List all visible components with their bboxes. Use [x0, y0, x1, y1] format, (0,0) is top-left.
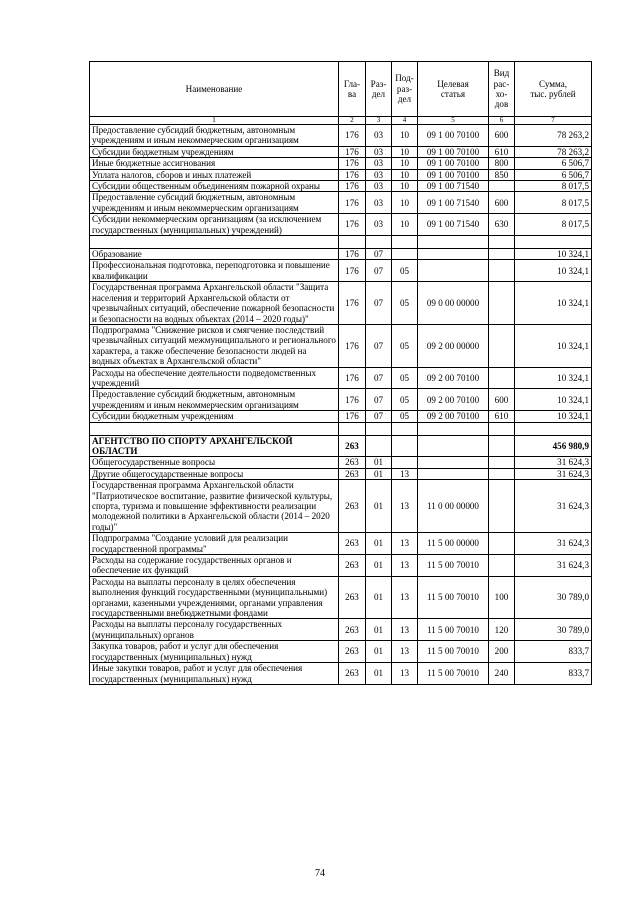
header-name: Наименование — [90, 62, 339, 117]
empty-cell — [339, 422, 366, 435]
cell-chapter: 263 — [339, 555, 366, 577]
cell-type: 610 — [489, 146, 515, 157]
cell-type — [489, 468, 515, 479]
column-number-row — [90, 117, 592, 125]
cell-name: Предоставление субсидий бюджетным, автономным учреждениям и иным некоммерческим организациям — [90, 125, 339, 147]
cell-sum: 833,7 — [515, 641, 592, 663]
cell-chapter: 176 — [339, 169, 366, 180]
cell-sum: 456 980,9 — [515, 435, 592, 457]
cell-name: Подпрограмма "Снижение рисков и смягчение последствий чрезвычайных ситуаций межмуниципального и регионального характера, а также обеспечение безопасности людей на водных объектах в Архангельской области" — [90, 324, 339, 367]
cell-type — [489, 457, 515, 468]
cell-subsection: 13 — [392, 641, 418, 663]
cell-type — [489, 367, 515, 389]
cell-target: 09 1 00 71540 — [418, 214, 489, 236]
cell-name: АГЕНТСТВО ПО СПОРТУ АРХАНГЕЛЬСКОЙ ОБЛАСТИ — [90, 435, 339, 457]
cell-target: 09 1 00 70100 — [418, 158, 489, 169]
cell-chapter: 176 — [339, 411, 366, 422]
table-row — [90, 619, 592, 641]
cell-name: Уплата налогов, сборов и иных платежей — [90, 169, 339, 180]
cell-subsection — [392, 435, 418, 457]
cell-chapter: 263 — [339, 663, 366, 685]
cell-section — [366, 435, 392, 457]
cell-name: Государственная программа Архангельской области "Патриотическое воспитание, развитие физической культуры, спорта, туризма и повышение эффективности реализации молодежной политики в Архангельской области (2014 – 2020 годы)" — [90, 480, 339, 533]
cell-type: 610 — [489, 411, 515, 422]
cell-subsection: 10 — [392, 192, 418, 214]
table-row — [90, 169, 592, 180]
header-type: Вид рас- хо- дов — [489, 62, 515, 117]
cell-subsection: 13 — [392, 619, 418, 641]
empty-cell — [489, 422, 515, 435]
cell-chapter: 176 — [339, 181, 366, 192]
cell-target: 11 5 00 70010 — [418, 576, 489, 619]
cell-target: 09 1 00 70100 — [418, 125, 489, 147]
cell-target: 11 5 00 70010 — [418, 663, 489, 685]
cell-name: Субсидии общественным объединениям пожарной охраны — [90, 181, 339, 192]
cell-type: 120 — [489, 619, 515, 641]
column-number: 5 — [418, 117, 489, 125]
cell-target — [418, 435, 489, 457]
cell-type: 200 — [489, 641, 515, 663]
cell-type: 600 — [489, 192, 515, 214]
cell-type — [489, 324, 515, 367]
cell-sum: 10 324,1 — [515, 367, 592, 389]
empty-cell — [418, 236, 489, 249]
column-number: 1 — [90, 117, 339, 125]
cell-chapter: 176 — [339, 324, 366, 367]
cell-subsection: 05 — [392, 367, 418, 389]
cell-type — [489, 260, 515, 282]
cell-name: Расходы на выплаты персоналу в целях обеспечения выполнения функций государственными (муниципальными) органами, казенными учреждениями, органами управления государственными внебюджетными фондами — [90, 576, 339, 619]
table-row — [90, 260, 592, 282]
empty-cell — [489, 236, 515, 249]
header-subsection: Под- раз- дел — [392, 62, 418, 117]
empty-cell — [515, 422, 592, 435]
cell-subsection: 13 — [392, 533, 418, 555]
cell-name: Расходы на содержание государственных органов и обеспечение их функций — [90, 555, 339, 577]
column-number: 3 — [366, 117, 392, 125]
column-number: 6 — [489, 117, 515, 125]
table-row — [90, 411, 592, 422]
cell-type: 630 — [489, 214, 515, 236]
table-row — [90, 146, 592, 157]
cell-target: 09 1 00 71540 — [418, 181, 489, 192]
cell-chapter: 176 — [339, 125, 366, 147]
cell-subsection: 13 — [392, 480, 418, 533]
cell-name: Иные закупки товаров, работ и услуг для обеспечения государственных (муниципальных) нужд — [90, 663, 339, 685]
cell-type — [489, 181, 515, 192]
cell-section: 01 — [366, 619, 392, 641]
header-target: Целевая статья — [418, 62, 489, 117]
table-row — [90, 389, 592, 411]
cell-type: 240 — [489, 663, 515, 685]
cell-sum: 8 017,5 — [515, 214, 592, 236]
cell-target: 09 0 00 00000 — [418, 282, 489, 325]
cell-target: 09 2 00 70100 — [418, 367, 489, 389]
cell-chapter: 176 — [339, 389, 366, 411]
table-row — [90, 457, 592, 468]
cell-target — [418, 260, 489, 282]
cell-name: Общегосударственные вопросы — [90, 457, 339, 468]
cell-sum: 31 624,3 — [515, 457, 592, 468]
cell-chapter: 263 — [339, 619, 366, 641]
cell-name: Профессиональная подготовка, переподготовка и повышение квалификации — [90, 260, 339, 282]
cell-name: Иные бюджетные ассигнования — [90, 158, 339, 169]
cell-sum: 31 624,3 — [515, 468, 592, 479]
cell-chapter: 176 — [339, 249, 366, 260]
cell-subsection: 05 — [392, 260, 418, 282]
cell-section: 01 — [366, 457, 392, 468]
cell-sum: 30 789,0 — [515, 619, 592, 641]
cell-name: Субсидии бюджетным учреждениям — [90, 411, 339, 422]
table-row — [90, 367, 592, 389]
table-row — [90, 555, 592, 577]
cell-target — [418, 457, 489, 468]
cell-name: Государственная программа Архангельской области "Защита населения и территорий Архангельской области от чрезвычайных ситуаций, обеспечение пожарной безопасности и безопасности на водных объектах (2014 – 2020 годы)" — [90, 282, 339, 325]
cell-type: 100 — [489, 576, 515, 619]
cell-section: 03 — [366, 125, 392, 147]
cell-subsection: 10 — [392, 158, 418, 169]
cell-chapter: 263 — [339, 480, 366, 533]
cell-subsection: 05 — [392, 324, 418, 367]
cell-name: Субсидии бюджетным учреждениям — [90, 146, 339, 157]
table-row — [90, 576, 592, 619]
cell-target: 09 1 00 70100 — [418, 146, 489, 157]
empty-cell — [90, 236, 339, 249]
table-row — [90, 533, 592, 555]
cell-type: 850 — [489, 169, 515, 180]
cell-name: Закупка товаров, работ и услуг для обеспечения государственных (муниципальных) нужд — [90, 641, 339, 663]
column-number: 4 — [392, 117, 418, 125]
cell-subsection: 10 — [392, 125, 418, 147]
cell-subsection: 05 — [392, 411, 418, 422]
cell-section: 07 — [366, 367, 392, 389]
table-row — [90, 641, 592, 663]
table-header-row — [90, 62, 592, 117]
table-row — [90, 468, 592, 479]
page-number: 74 — [315, 868, 325, 879]
cell-subsection: 05 — [392, 389, 418, 411]
cell-section: 03 — [366, 214, 392, 236]
column-number: 7 — [515, 117, 592, 125]
header-section: Раз- дел — [366, 62, 392, 117]
cell-type — [489, 555, 515, 577]
cell-target: 11 5 00 00000 — [418, 533, 489, 555]
cell-sum: 8 017,5 — [515, 192, 592, 214]
cell-sum: 10 324,1 — [515, 411, 592, 422]
cell-sum: 6 506,7 — [515, 158, 592, 169]
table-row — [90, 158, 592, 169]
cell-target: 09 2 00 00000 — [418, 324, 489, 367]
cell-chapter: 263 — [339, 468, 366, 479]
table-row — [90, 663, 592, 685]
cell-target: 11 5 00 70010 — [418, 555, 489, 577]
cell-chapter: 176 — [339, 192, 366, 214]
cell-section: 03 — [366, 146, 392, 157]
cell-type — [489, 249, 515, 260]
cell-subsection — [392, 249, 418, 260]
cell-subsection: 13 — [392, 555, 418, 577]
cell-section: 07 — [366, 249, 392, 260]
empty-cell — [366, 236, 392, 249]
cell-chapter: 176 — [339, 214, 366, 236]
cell-chapter: 176 — [339, 282, 366, 325]
table-row — [90, 480, 592, 533]
cell-section: 03 — [366, 192, 392, 214]
cell-sum: 8 017,5 — [515, 181, 592, 192]
cell-chapter: 176 — [339, 260, 366, 282]
cell-subsection: 13 — [392, 468, 418, 479]
cell-sum: 833,7 — [515, 663, 592, 685]
cell-subsection: 10 — [392, 181, 418, 192]
cell-section: 01 — [366, 641, 392, 663]
cell-name: Расходы на обеспечение деятельности подведомственных учреждений — [90, 367, 339, 389]
cell-section: 01 — [366, 533, 392, 555]
cell-sum: 10 324,1 — [515, 282, 592, 325]
cell-subsection: 10 — [392, 146, 418, 157]
cell-name: Предоставление субсидий бюджетным, автономным учреждениям и иным некоммерческим организациям — [90, 192, 339, 214]
cell-subsection: 05 — [392, 282, 418, 325]
cell-target: 09 2 00 70100 — [418, 389, 489, 411]
cell-type — [489, 435, 515, 457]
cell-subsection: 10 — [392, 214, 418, 236]
cell-name: Другие общегосударственные вопросы — [90, 468, 339, 479]
cell-chapter: 263 — [339, 435, 366, 457]
cell-section: 01 — [366, 576, 392, 619]
cell-section: 07 — [366, 324, 392, 367]
cell-chapter: 176 — [339, 146, 366, 157]
cell-sum: 78 263,2 — [515, 125, 592, 147]
cell-type — [489, 282, 515, 325]
cell-type — [489, 480, 515, 533]
cell-target: 11 5 00 70010 — [418, 641, 489, 663]
cell-subsection — [392, 457, 418, 468]
empty-cell — [392, 236, 418, 249]
cell-sum: 78 263,2 — [515, 146, 592, 157]
cell-sum: 31 624,3 — [515, 533, 592, 555]
cell-section: 07 — [366, 411, 392, 422]
cell-chapter: 263 — [339, 576, 366, 619]
header-chapter: Гла- ва — [339, 62, 366, 117]
table-row — [90, 192, 592, 214]
cell-name: Предоставление субсидий бюджетным, автономным учреждениям и иным некоммерческим организациям — [90, 389, 339, 411]
cell-type: 600 — [489, 389, 515, 411]
cell-chapter: 176 — [339, 367, 366, 389]
empty-cell — [339, 236, 366, 249]
cell-section: 01 — [366, 480, 392, 533]
table-row — [90, 249, 592, 260]
cell-type: 600 — [489, 125, 515, 147]
cell-sum: 10 324,1 — [515, 324, 592, 367]
cell-section: 07 — [366, 260, 392, 282]
table-row — [90, 214, 592, 236]
cell-subsection: 13 — [392, 576, 418, 619]
cell-sum: 6 506,7 — [515, 169, 592, 180]
cell-name: Расходы на выплаты персоналу государственных (муниципальных) органов — [90, 619, 339, 641]
cell-target: 09 1 00 70100 — [418, 169, 489, 180]
cell-chapter: 263 — [339, 457, 366, 468]
cell-target: 11 0 00 00000 — [418, 480, 489, 533]
cell-section: 07 — [366, 282, 392, 325]
cell-section: 03 — [366, 169, 392, 180]
empty-cell — [392, 422, 418, 435]
cell-target: 11 5 00 70010 — [418, 619, 489, 641]
cell-section: 01 — [366, 555, 392, 577]
cell-target — [418, 249, 489, 260]
header-sum: Сумма, тыс. рублей — [515, 62, 592, 117]
cell-subsection: 13 — [392, 663, 418, 685]
cell-sum: 10 324,1 — [515, 260, 592, 282]
cell-subsection: 10 — [392, 169, 418, 180]
cell-chapter: 263 — [339, 641, 366, 663]
cell-target: 09 1 00 71540 — [418, 192, 489, 214]
cell-name: Субсидии некоммерческим организациям (за исключением государственных (муниципальных) учреждений) — [90, 214, 339, 236]
spacer-row — [90, 236, 592, 249]
cell-target — [418, 468, 489, 479]
cell-name: Образование — [90, 249, 339, 260]
cell-sum: 31 624,3 — [515, 480, 592, 533]
cell-target: 09 2 00 70100 — [418, 411, 489, 422]
empty-cell — [515, 236, 592, 249]
cell-sum: 10 324,1 — [515, 389, 592, 411]
table-row — [90, 282, 592, 325]
table-row — [90, 181, 592, 192]
column-number: 2 — [339, 117, 366, 125]
cell-chapter: 176 — [339, 158, 366, 169]
empty-cell — [90, 422, 339, 435]
cell-sum: 10 324,1 — [515, 249, 592, 260]
cell-chapter: 263 — [339, 533, 366, 555]
cell-section: 03 — [366, 181, 392, 192]
cell-sum: 31 624,3 — [515, 555, 592, 577]
cell-sum: 30 789,0 — [515, 576, 592, 619]
budget-table — [89, 61, 592, 685]
table-row — [90, 324, 592, 367]
cell-section: 01 — [366, 468, 392, 479]
cell-section: 01 — [366, 663, 392, 685]
cell-section: 03 — [366, 158, 392, 169]
table-body — [90, 125, 592, 685]
empty-cell — [418, 422, 489, 435]
table-row — [90, 435, 592, 457]
cell-type — [489, 533, 515, 555]
table-row — [90, 125, 592, 147]
cell-name: Подпрограмма "Создание условий для реализации государственной программы" — [90, 533, 339, 555]
empty-cell — [366, 422, 392, 435]
cell-type: 800 — [489, 158, 515, 169]
cell-section: 07 — [366, 389, 392, 411]
spacer-row — [90, 422, 592, 435]
